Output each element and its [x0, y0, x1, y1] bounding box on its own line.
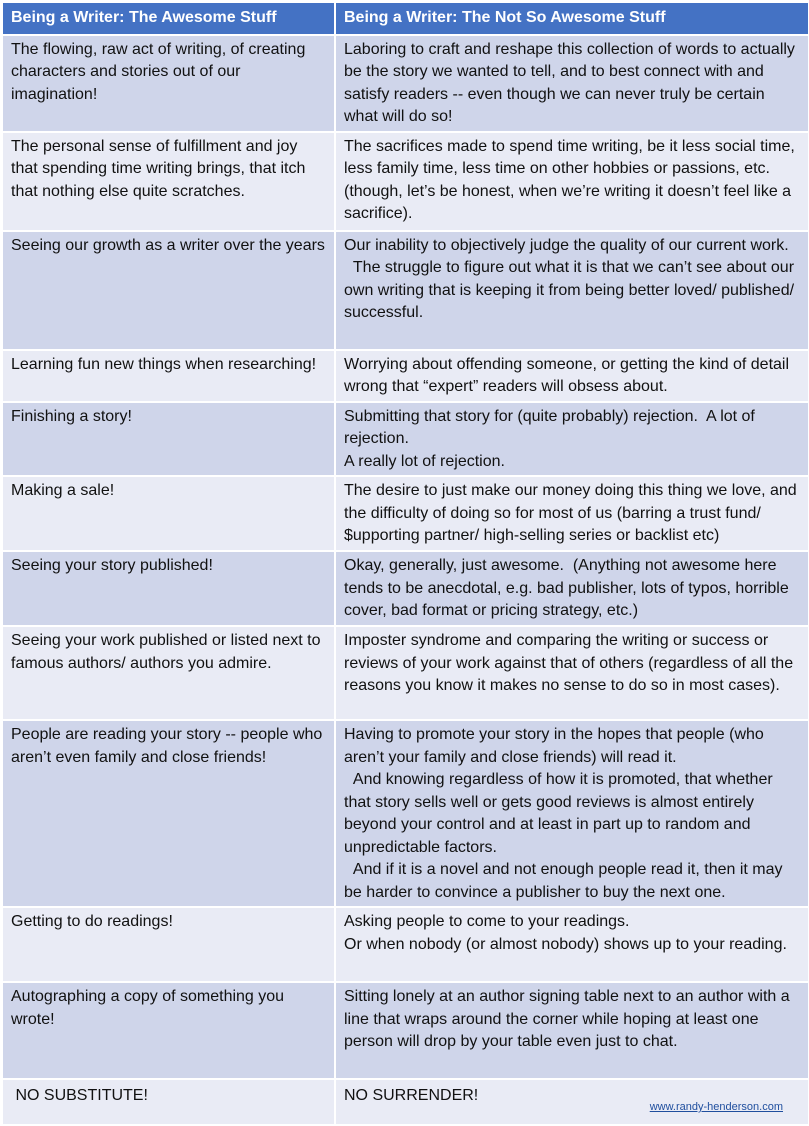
not-awesome-cell — [335, 720, 809, 907]
not-awesome-cell — [335, 476, 809, 551]
not-awesome-cell — [335, 551, 809, 626]
table-row — [2, 626, 809, 720]
table-row — [2, 35, 809, 132]
cell-text: People are reading your story -- people who aren’t even family and close friends! — [11, 726, 327, 766]
not-awesome-cell — [335, 626, 809, 720]
cell-text: NO SUBSTITUTE! — [11, 1087, 148, 1104]
cell-text: Seeing your story published! — [11, 557, 213, 574]
cell-text: Learning fun new things when researching! — [11, 355, 317, 373]
cell-text: The sacrifices made to spend time writing, be it less social time, less family time, less time on other hobbies or passions, etc. (though, let’s be honest, when we’re writing it doesn’t feel like a sacrifice). — [344, 137, 800, 222]
awesome-cell — [2, 35, 335, 132]
cell-text: The desire to just make our money doing this thing we love, and the difficulty of doing so for most of us (barring a trust fund/ $upporting partner/ high-selling series or backlist etc) — [344, 482, 802, 544]
not-awesome-cell — [335, 35, 809, 132]
not-awesome-cell — [335, 350, 809, 402]
cell-text: Having to promote your story in the hopes that people (who aren’t your family and close friends) will read it. — [344, 726, 769, 766]
table-row — [2, 402, 809, 477]
cell-text: Our inability to objectively judge the quality of our current work. — [344, 236, 789, 254]
awesome-cell — [2, 907, 335, 982]
cell-text: Asking people to come to your readings. — [344, 913, 630, 930]
cell-text: The flowing, raw act of writing, of creating characters and stories out of our imagination! — [11, 40, 310, 103]
cell-text: Laboring to craft and reshape this collection of words to actually be the story we wanted to tell, and to best connect with and satisfy readers -- even though we can never truly be certain what will do so! — [344, 40, 800, 125]
awesome-cell — [2, 132, 335, 231]
cell-text: A really lot of rejection. — [344, 452, 505, 470]
not-awesome-cell — [335, 132, 809, 231]
not-awesome-cell — [335, 907, 809, 982]
cell-text: Submitting that story for (quite probably) rejection. A lot of rejection. — [344, 407, 760, 447]
not-awesome-cell — [335, 231, 809, 350]
cell-text: And knowing regardless of how it is promoted, that whether that story sells well or gets good reviews is almost entirely beyond your control and at least in part up to random and unpredictable factors. — [344, 771, 778, 856]
website-link[interactable]: www.randy-henderson.com — [649, 1101, 783, 1113]
awesome-cell — [2, 720, 335, 907]
table-row — [2, 476, 809, 551]
cell-text: Worrying about offending someone, or getting the kind of detail wrong that “expert” readers will obsess about. — [344, 355, 794, 395]
cell-text: Sitting lonely at an author signing table next to an author with a line that wraps around the corner while hoping at least one person will drop by your table even just to chat. — [344, 988, 795, 1050]
awesome-cell — [2, 626, 335, 720]
cell-text: Seeing our growth as a writer over the years — [11, 236, 325, 254]
header-not-awesome: Being a Writer: The Not So Awesome Stuff — [335, 2, 809, 35]
awesome-cell — [2, 982, 335, 1079]
header-awesome: Being a Writer: The Awesome Stuff — [2, 2, 335, 35]
header-row — [2, 2, 809, 35]
awesome-cell — [2, 1079, 335, 1125]
not-awesome-cell — [335, 402, 809, 477]
cell-text: Making a sale! — [11, 482, 115, 499]
awesome-cell — [2, 231, 335, 350]
table-row — [2, 551, 809, 626]
cell-text: The personal sense of fulfillment and joy that spending time writing brings, that itch that nothing else quite scratches. — [11, 137, 310, 200]
table-row — [2, 231, 809, 350]
cell-text: Getting to do readings! — [11, 913, 173, 930]
table-row — [2, 907, 809, 982]
not-awesome-cell — [335, 982, 809, 1079]
table-row — [2, 350, 809, 402]
cell-text: The struggle to figure out what it is that we can’t see about our own writing that is keeping it from being better loved/ published/ successful. — [344, 259, 799, 321]
awesome-cell — [2, 350, 335, 402]
awesome-cell — [2, 402, 335, 477]
cell-text: NO SURRENDER! — [344, 1087, 479, 1104]
table-row — [2, 720, 809, 907]
cell-text: Finishing a story! — [11, 407, 132, 425]
cell-text: Seeing your work published or listed next to famous authors/ authors you admire. — [11, 632, 325, 672]
cell-text: Okay, generally, just awesome. (Anything not awesome here tends to be anecdotal, e.g. bad publisher, lots of typos, horrible cover, bad format or pricing strategy, etc.) — [344, 557, 794, 619]
awesome-cell — [2, 476, 335, 551]
comparison-table — [1, 1, 809, 1126]
awesome-cell — [2, 551, 335, 626]
cell-text: Or when nobody (or almost nobody) shows up to your reading. — [344, 935, 787, 953]
cell-text: And if it is a novel and not enough people read it, then it may be harder to convince a publisher to buy the next one. — [344, 861, 787, 901]
table-row — [2, 132, 809, 231]
cell-text: Imposter syndrome and comparing the writing or success or reviews of your work against that of others (regardless of all the reasons you know it makes no sense to do so in most cases). — [344, 632, 798, 694]
cell-text: Autographing a copy of something you wrote! — [11, 988, 289, 1028]
table-row — [2, 982, 809, 1079]
